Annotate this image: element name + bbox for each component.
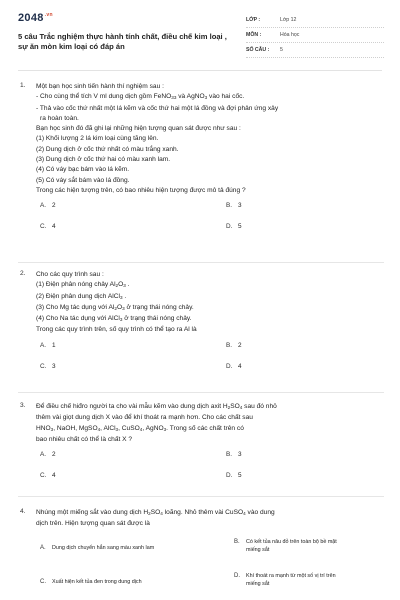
question-divider [18,392,384,393]
option-d[interactable]: D. 4 [226,362,242,370]
question-line: Một bạn học sinh tiến hành thí nghiệm sau : [36,83,164,90]
question-line: $HNO_3$, NaOH, MgSO$_4$, AlCl$_3$, CuSO$_4$, AgNO$_3$. Trong số các chất trên có [36,424,244,432]
meta-info [246,14,384,59]
question-text [36,402,384,445]
question-line: (3) Dung dịch ở cốc thứ hai có màu xanh lam. [36,156,171,164]
question-number: 3. [20,402,26,409]
meta-value: 5 [280,47,283,53]
logo-text: 2048 [18,12,44,24]
answer-options [36,451,384,487]
question-line: (1) Khối lượng 2 lá kim loại cùng tăng lên. [36,135,159,143]
document-title [18,32,228,52]
question-line: Bạn học sinh đó đã ghi lại những hiện tượng quan sát được như sau : [36,125,241,133]
question-text [36,82,384,196]
question-line: ra hoàn toàn. [40,114,79,122]
question-line: (4) Có váy bạc bám vào lá kẽm. [36,166,130,174]
question-line: - Cho cùng thể tích V ml dung dịch gồm FeNO$_{33}$ và AgNO$_3$ vào hai cốc. [36,93,245,101]
option-c[interactable]: C. Xuất hiện kết tủa đen trong dung dịch [40,578,142,585]
meta-label: SỐ CÂU : [246,47,270,53]
question-number: 1. [20,82,26,89]
question-line: Để điều chế hiđro người ta cho vài mẫu kẽm vào dung dịch axit $H_2SO_4$ sau đó nhỏ [36,403,277,410]
question-line: (2) Dung dịch ở cốc thứ nhất có màu trắng xanh. [36,145,179,153]
logo-suffix: .vn [44,12,53,18]
title-line-1: 5 câu Trắc nghiệm thực hành tính chất, điều chế kim loại , [18,32,227,41]
option-c[interactable]: C. 4 [40,472,56,480]
question-number: 2. [20,270,26,277]
question-line: dịch trên. Hiện tượng quan sát được là [36,520,150,528]
question-text [36,508,384,530]
question-line: (4) Cho Na tác dụng với AlCl$_3$ ở trạng thái nóng chảy. [36,315,192,323]
question-divider [18,262,384,263]
option-d[interactable]: D. 5 [226,223,242,231]
meta-row-count [246,44,384,58]
meta-value: Hóa học [280,32,300,38]
answer-options [36,202,384,238]
header-divider [18,70,382,71]
option-a[interactable]: A. 2 [40,451,56,459]
question-line: (2) Điện phân dung dịch AlCl$_3$ . [36,292,127,300]
question-1 [18,82,384,238]
option-b[interactable]: B. Có kết tủa nâu đỏ trên toàn bộ bề mặt miếng sắt [234,538,337,554]
header [18,12,384,62]
meta-label: MÔN : [246,32,262,38]
question-text [36,270,384,336]
question-line: thêm vài giọt dung dịch X vào để khí thoát ra mạnh hơn. Cho các chất sau [36,414,253,422]
option-b[interactable]: B. 3 [226,451,242,459]
option-b[interactable]: B. 2 [226,341,242,349]
title-line-2: sự ăn mòn kim loại có đáp án [18,42,125,51]
option-b[interactable]: B. 3 [226,202,242,210]
question-line: Trong các hiện tượng trên, có bao nhiêu hiện tượng được mô tả đúng ? [36,186,246,194]
meta-label: LỚP : [246,17,261,23]
question-3 [18,402,384,487]
question-line: (3) Cho Mg tác dụng với $Al_2O_3$ ở trạng thái nóng chảy. [36,303,194,311]
question-line: Trong các quy trình trên, số quy trình có thể tạo ra Al là [36,326,197,334]
meta-row-grade [246,14,384,28]
question-line: Cho các quy trình sau : [36,271,104,278]
question-line: bao nhiêu chất có thể là chất X ? [36,435,133,443]
answer-options [36,538,384,598]
question-line: (5) Có váy sắt bám vào lá đồng. [36,176,130,184]
question-number: 4. [20,508,26,515]
option-a[interactable]: A. 2 [40,202,56,210]
meta-row-subject [246,29,384,43]
option-a[interactable]: A. Dung dịch chuyển hẳn sang màu xanh lam [40,544,155,551]
question-2 [18,270,384,378]
option-a[interactable]: A. 1 [40,341,56,349]
question-line: Nhúng một miếng sắt vào dung dịch $H_2SO_4$ loãng. Nhỏ thêm vài CuSO$_4$ vào dung [36,509,275,516]
option-d[interactable]: D. 5 [226,472,242,480]
question-line: (1) Điện phân nóng chảy $Al_2O_3$ . [36,281,130,289]
meta-value: Lớp 12 [280,17,297,23]
question-divider [18,496,384,497]
option-c[interactable]: C. 4 [40,223,56,231]
option-d[interactable]: D. Khí thoát ra mạnh từ một số vị trí trên miếng sắt [234,572,336,588]
option-c[interactable]: C. 3 [40,362,56,370]
question-line: - Thả vào cốc thứ nhất một lá kẽm và cốc thứ hai một lá đồng và đợi phản ứng xảy [36,104,279,112]
site-logo[interactable] [18,12,53,24]
question-4 [18,508,384,598]
answer-options [36,342,384,378]
